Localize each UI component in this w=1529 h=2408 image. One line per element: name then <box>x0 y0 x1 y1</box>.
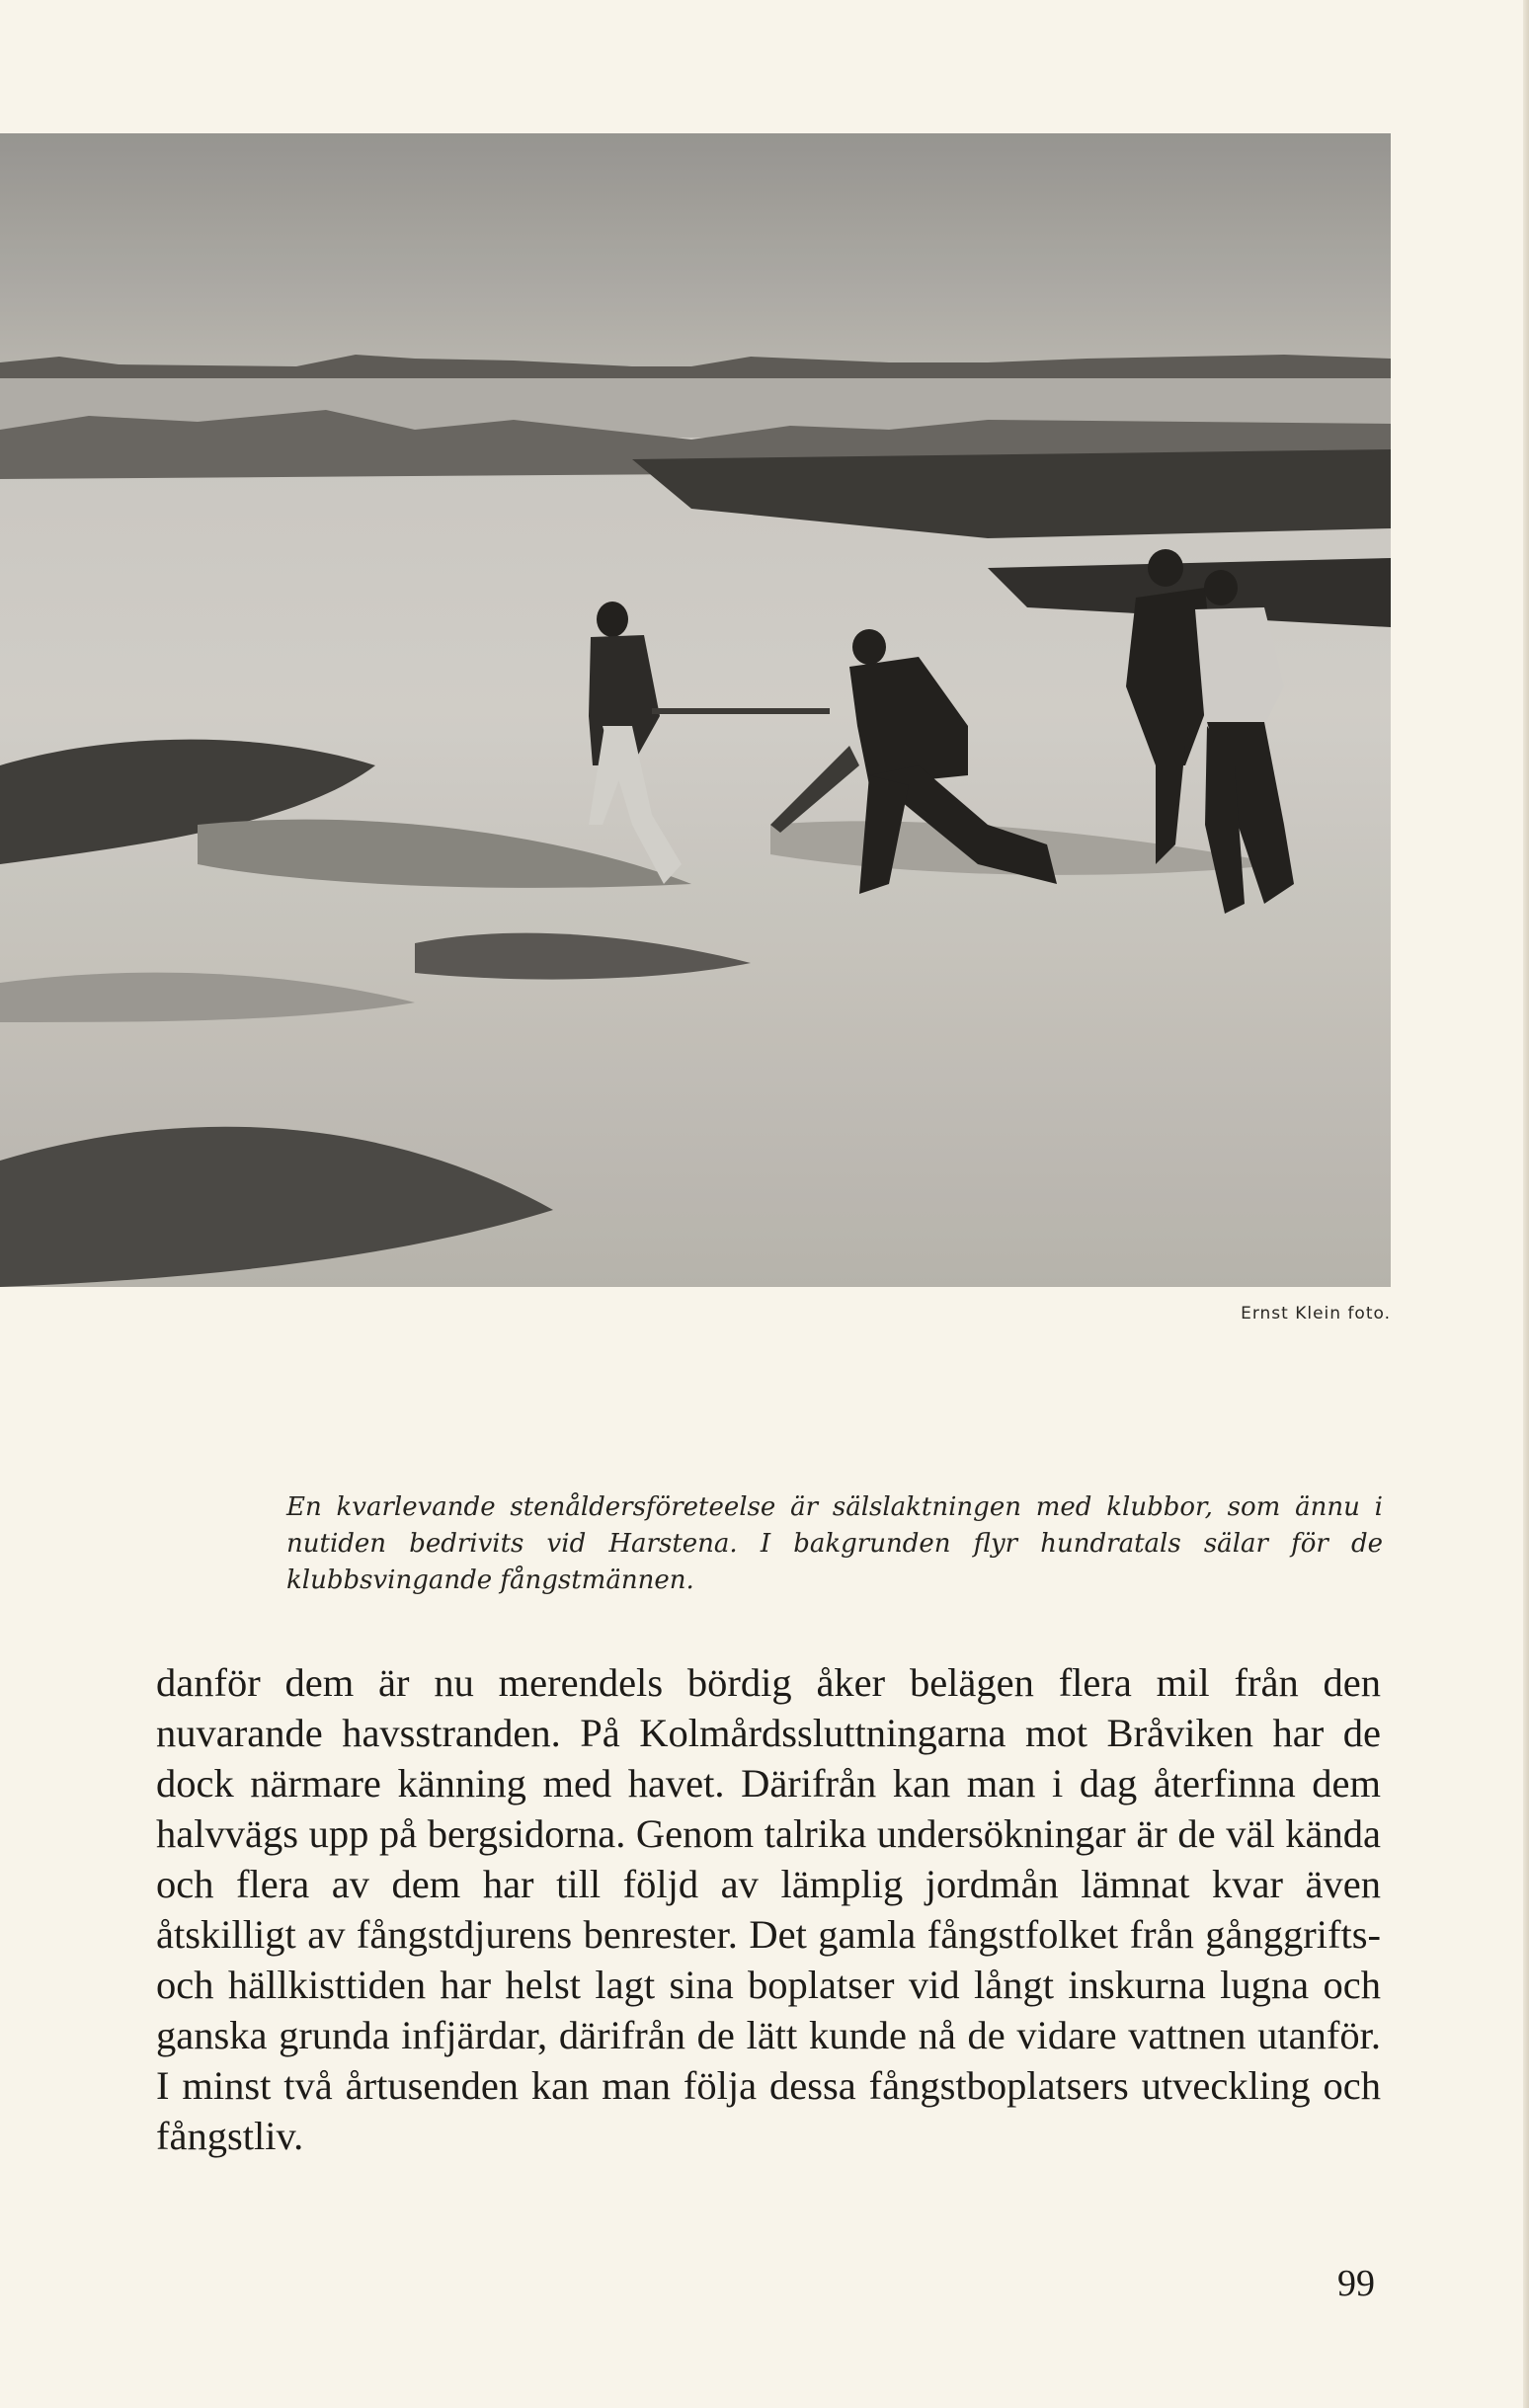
page-number: 99 <box>1337 2263 1375 2304</box>
seal-hunt-photograph <box>0 133 1391 1287</box>
photo-illustration <box>0 133 1391 1287</box>
photo-credit: Ernst Klein foto. <box>1241 1304 1391 1324</box>
body-paragraph: danför dem är nu merendels bördig åker belägen flera mil från den nuvarande havsstranden. På Kolmårdssluttningarna mot Bråviken har de dock närmare känning med havet. Därifrån kan man i dag återfinna dem halvvägs upp på bergsidorna. Genom talrika undersökningar är de väl kända och flera av dem har till följd av lämplig jordmån lämnat kvar även åtskilligt av fångstdjurens benrester. Det gamla fångstfolket från gånggrifts- och hällkisttiden har helst lagt sina boplatser vid långt inskurna lugna och ganska grunda infjärdar, därifrån de lätt kunde nå de vidare vattnen utanför. I minst två årtusenden kan man följa dessa fångstboplatsers utveckling och fångstliv. <box>156 1660 1381 2158</box>
page-edge <box>1523 0 1529 2408</box>
photo-caption: En kvarlevande stenåldersföreteelse är sälslaktningen med klubbor, som ännu i nutiden bedrivits vid Harstena. I bakgrunden flyr hundratals sälar för de klubbsvingande fångstmännen. <box>286 1492 1383 1595</box>
